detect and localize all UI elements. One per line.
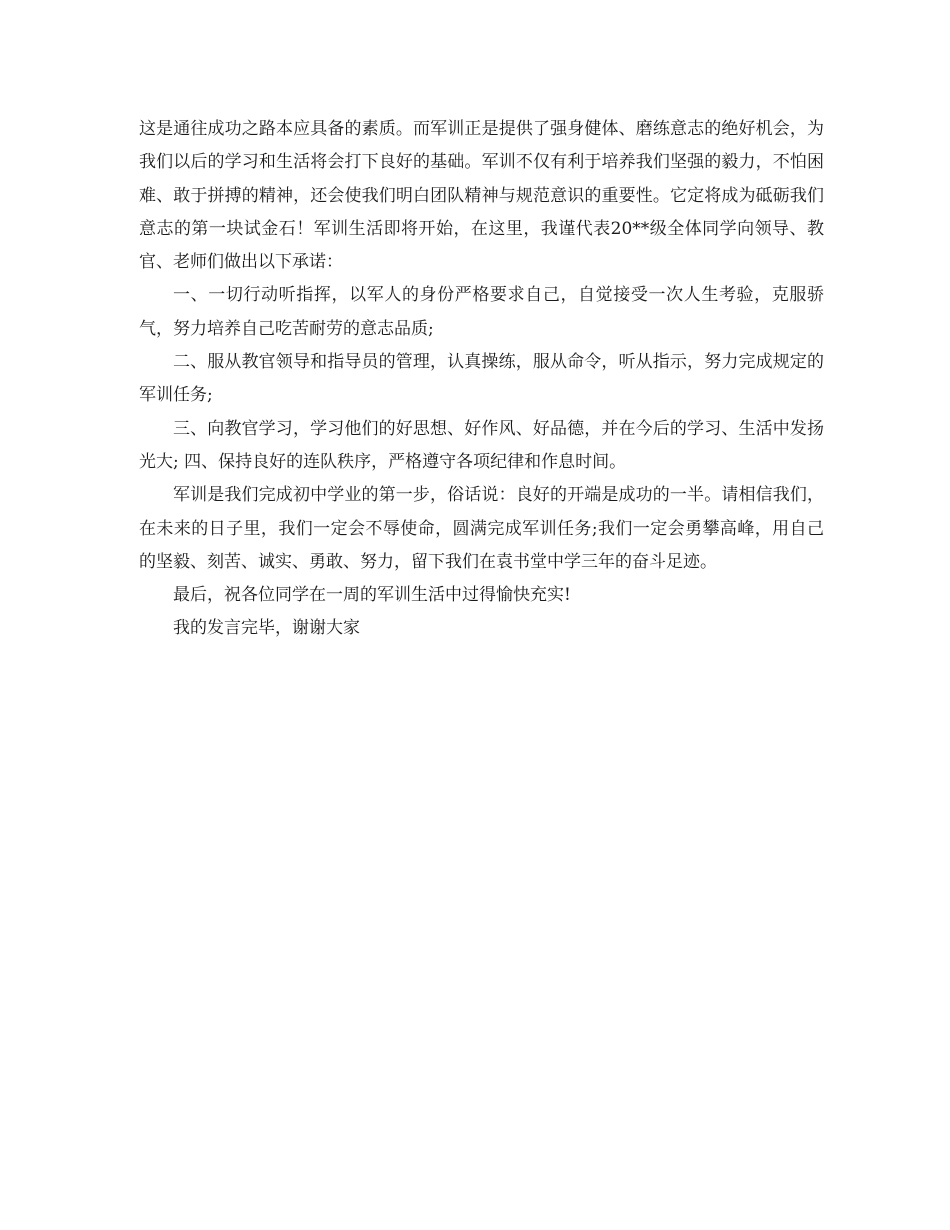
paragraph-wishes: 最后，祝各位同学在一周的军训生活中过得愉快充实! <box>173 585 571 606</box>
paragraph-pledge-1: 一、一切行动听指挥，以军人的身份严格要求自己，自觉接受一次人生考验，克服骄气，努力培养自己吃苦耐劳的意志品质; <box>139 285 824 339</box>
paragraph-commitment: 军训是我们完成初中学业的第一步，俗话说：良好的开端是成功的一半。请相信我们，在未来的日子里，我们一定会不辱使命，圆满完成军训任务;我们一定会勇攀高峰，用自己的坚毅、刻苦、诚实、勇敢、努力，留下我们在袁书堂中学三年的奋斗足迹。 <box>139 485 824 572</box>
document-body <box>139 113 824 646</box>
paragraph-pledge-2: 二、服从教官领导和指导员的管理，认真操练，服从命令，听从指示，努力完成规定的军训任务; <box>139 352 824 406</box>
paragraph-pledge-3-4: 三、向教官学习，学习他们的好思想、好作风、好品德，并在今后的学习、生活中发扬光大; 四、保持良好的连队秩序，严格遵守各项纪律和作息时间。 <box>139 418 824 472</box>
paragraph-intro: 这是通往成功之路本应具备的素质。而军训正是提供了强身健体、磨练意志的绝好机会，为我们以后的学习和生活将会打下良好的基础。军训不仅有利于培养我们坚强的毅力，不怕困难、敢于拼搏的精神，还会使我们明白团队精神与规范意识的重要性。它定将成为砥砺我们意志的第一块试金石！军训生活即将开始，在这里，我谨代表20**级全体同学向领导、教官、老师们做出以下承诺： <box>139 119 824 273</box>
paragraph-closing: 我的发言完毕，谢谢大家 <box>173 618 360 639</box>
